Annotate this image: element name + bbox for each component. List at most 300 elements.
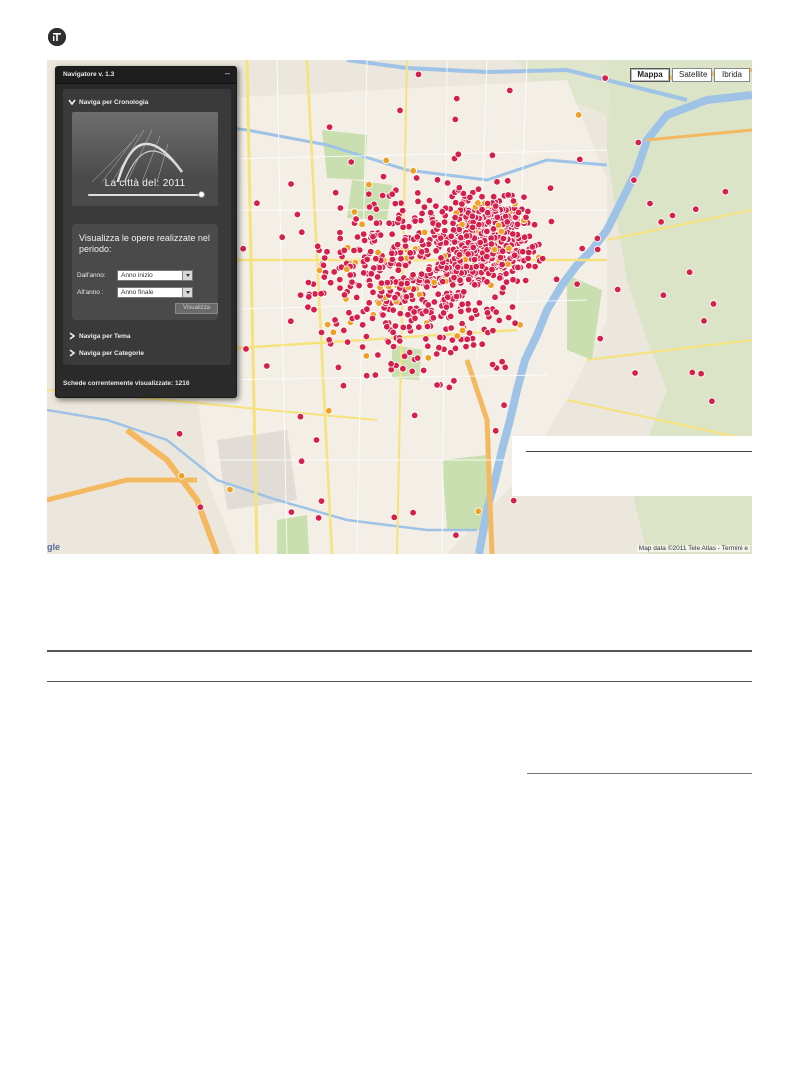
map-marker[interactable] [434,177,441,184]
map-marker[interactable] [475,508,482,515]
map-marker[interactable] [499,261,506,268]
map-marker[interactable] [346,309,353,316]
map-marker[interactable] [424,323,431,330]
map-marker[interactable] [418,249,425,256]
map-marker[interactable] [433,248,440,255]
map-marker[interactable] [521,234,528,241]
map-marker[interactable] [468,315,475,322]
map-marker[interactable] [458,308,465,315]
map-type-mappa-button[interactable]: Mappa [630,68,670,82]
map-marker[interactable] [446,384,453,391]
map-marker[interactable] [327,279,334,286]
map-marker[interactable] [412,315,419,322]
map-marker[interactable] [363,333,370,340]
map-marker[interactable] [410,168,417,175]
map-marker[interactable] [465,251,472,258]
map-marker[interactable] [438,255,445,262]
map-marker[interactable] [341,247,348,254]
map-marker[interactable] [437,334,444,341]
map-marker[interactable] [314,243,321,250]
map-marker[interactable] [178,473,185,480]
map-marker[interactable] [594,246,601,253]
map-marker[interactable] [452,214,459,221]
map-marker[interactable] [499,248,506,255]
map-marker[interactable] [504,219,511,226]
map-marker[interactable] [379,192,386,199]
map-marker[interactable] [575,112,582,119]
map-marker[interactable] [425,343,432,350]
map-marker[interactable] [373,206,380,213]
map-marker[interactable] [510,497,517,504]
map-marker[interactable] [470,244,477,251]
map-marker[interactable] [337,276,344,283]
map-marker[interactable] [431,279,438,286]
map-marker[interactable] [335,364,342,371]
map-marker[interactable] [390,343,397,350]
map-marker[interactable] [254,200,261,207]
map-marker[interactable] [515,209,522,216]
map-marker[interactable] [426,266,433,273]
map-marker[interactable] [315,515,322,522]
map-marker[interactable] [477,239,484,246]
map-marker[interactable] [418,271,425,278]
map-marker[interactable] [340,382,347,389]
map-marker[interactable] [341,292,348,299]
map-marker[interactable] [197,504,204,511]
map-marker[interactable] [414,355,421,362]
map-marker[interactable] [632,370,639,377]
map-marker[interactable] [326,408,333,415]
map-marker[interactable] [635,139,642,146]
map-marker[interactable] [701,318,708,325]
map-marker[interactable] [510,198,517,205]
map-marker[interactable] [463,233,470,240]
map-marker[interactable] [489,361,496,368]
map-marker[interactable] [321,255,328,262]
map-marker[interactable] [693,206,700,213]
map-marker[interactable] [461,289,468,296]
map-marker[interactable] [529,244,536,251]
map-marker[interactable] [402,243,409,250]
map-marker[interactable] [395,267,402,274]
map-marker[interactable] [324,248,331,255]
map-marker[interactable] [353,216,360,223]
map-marker[interactable] [321,274,328,281]
map-marker[interactable] [686,269,693,276]
map-marker[interactable] [369,315,376,322]
map-marker[interactable] [288,318,295,325]
map-marker[interactable] [364,256,371,263]
map-marker[interactable] [348,159,355,166]
map-marker[interactable] [448,233,455,240]
map-marker[interactable] [500,284,507,291]
map-marker[interactable] [359,322,366,329]
map-marker[interactable] [492,428,499,435]
map-marker[interactable] [373,255,380,262]
map-marker[interactable] [465,276,472,283]
map-marker[interactable] [366,204,373,211]
map-marker[interactable] [392,323,399,330]
map-marker[interactable] [399,207,406,214]
map-marker[interactable] [484,228,491,235]
map-marker[interactable] [423,336,430,343]
map-marker[interactable] [392,200,399,207]
map-marker[interactable] [431,299,438,306]
map-attribution[interactable]: Map data ©2011 Tele Atlas - Termini e [638,545,748,552]
map-marker[interactable] [442,227,449,234]
map-marker[interactable] [385,339,392,346]
map-marker[interactable] [373,220,380,227]
map-marker[interactable] [405,311,412,318]
map-marker[interactable] [337,285,344,292]
map-marker[interactable] [698,370,705,377]
map-marker[interactable] [389,191,396,198]
map-marker[interactable] [450,282,457,289]
map-marker[interactable] [359,344,366,351]
map-marker[interactable] [539,255,546,262]
map-marker[interactable] [658,219,665,226]
map-marker[interactable] [454,95,461,102]
map-marker[interactable] [411,309,418,316]
map-marker[interactable] [689,369,696,376]
map-marker[interactable] [410,272,417,279]
map-marker[interactable] [368,271,375,278]
map-marker[interactable] [496,317,503,324]
map-marker[interactable] [722,188,729,195]
map-marker[interactable] [332,189,339,196]
map-marker[interactable] [427,209,434,216]
map-marker[interactable] [380,173,387,180]
map-marker[interactable] [489,152,496,159]
map-marker[interactable] [344,266,351,273]
map-marker[interactable] [602,75,609,82]
map-marker[interactable] [354,234,361,241]
map-marker[interactable] [324,321,331,328]
map-marker[interactable] [318,329,325,336]
visualizza-button[interactable]: Visualizza [175,303,218,314]
map-marker[interactable] [493,309,500,316]
map-marker[interactable] [318,290,325,297]
map-type-ibrida-button[interactable]: Ibrida [714,68,750,82]
map-marker[interactable] [363,372,370,379]
map-marker[interactable] [490,327,497,334]
map-marker[interactable] [400,365,407,372]
map-marker[interactable] [484,279,491,286]
map-marker[interactable] [504,178,511,185]
map-marker[interactable] [305,304,312,311]
map-marker[interactable] [443,304,450,311]
map-marker[interactable] [526,263,533,270]
map-marker[interactable] [311,306,318,313]
map-marker[interactable] [669,212,676,219]
map-marker[interactable] [435,291,442,298]
map-view[interactable] [47,60,752,554]
map-marker[interactable] [341,327,348,334]
map-marker[interactable] [364,306,371,313]
map-marker[interactable] [515,264,522,271]
map-marker[interactable] [467,194,474,201]
year-slider-handle[interactable] [198,191,205,198]
map-marker[interactable] [499,358,506,365]
map-marker[interactable] [631,177,638,184]
map-marker[interactable] [437,235,444,242]
map-marker[interactable] [394,241,401,248]
map-marker[interactable] [389,231,396,238]
map-marker[interactable] [416,324,423,331]
map-marker[interactable] [463,343,470,350]
section-tema-toggle[interactable] [68,332,131,340]
map-marker[interactable] [466,330,473,337]
map-marker[interactable] [288,181,295,188]
map-marker[interactable] [594,235,601,242]
map-marker[interactable] [509,304,516,311]
map-marker[interactable] [279,234,286,241]
map-marker[interactable] [332,317,339,324]
map-marker[interactable] [450,227,457,234]
map-marker[interactable] [354,314,361,321]
map-marker[interactable] [388,361,395,368]
section-cronologia-toggle[interactable] [68,98,148,106]
map-marker[interactable] [356,282,363,289]
map-marker[interactable] [414,234,421,241]
map-marker[interactable] [495,222,502,229]
map-marker[interactable] [415,190,422,197]
map-marker[interactable] [510,276,517,283]
navigator-header[interactable] [56,67,236,84]
map-marker[interactable] [494,179,501,186]
map-marker[interactable] [402,262,409,269]
map-marker[interactable] [476,300,483,307]
map-marker[interactable] [240,245,247,252]
map-marker[interactable] [464,336,471,343]
map-marker[interactable] [492,203,499,210]
map-marker[interactable] [375,352,382,359]
map-marker[interactable] [471,282,478,289]
map-marker[interactable] [459,327,466,334]
map-marker[interactable] [331,269,338,276]
map-marker[interactable] [370,289,377,296]
map-marker[interactable] [531,221,538,228]
map-marker[interactable] [439,278,446,285]
map-marker[interactable] [326,337,333,344]
map-marker[interactable] [452,199,459,206]
map-marker[interactable] [500,235,507,242]
map-marker[interactable] [514,221,521,228]
map-marker[interactable] [457,277,464,284]
map-marker[interactable] [525,208,532,215]
map-marker[interactable] [306,294,313,301]
map-marker[interactable] [316,267,323,274]
map-marker[interactable] [490,193,497,200]
map-marker[interactable] [401,353,408,360]
map-marker[interactable] [390,307,397,314]
map-marker[interactable] [473,263,480,270]
map-marker[interactable] [488,241,495,248]
map-marker[interactable] [456,184,463,191]
map-marker[interactable] [378,280,385,287]
map-marker[interactable] [459,201,466,208]
dropdown-arrow-icon[interactable] [182,288,192,297]
map-marker[interactable] [511,252,518,259]
map-marker[interactable] [532,263,539,270]
map-marker[interactable] [305,279,312,286]
map-marker[interactable] [326,124,333,131]
map-marker[interactable] [475,186,482,193]
map-marker[interactable] [419,210,426,217]
map-marker[interactable] [297,292,304,299]
map-marker[interactable] [451,378,458,385]
map-marker[interactable] [479,341,486,348]
map-marker[interactable] [448,325,455,332]
map-marker[interactable] [425,302,432,309]
from-year-select[interactable] [117,270,193,281]
map-marker[interactable] [512,320,519,327]
map-marker[interactable] [400,324,407,331]
map-marker[interactable] [484,209,491,216]
map-marker[interactable] [299,229,306,236]
map-marker[interactable] [227,486,234,493]
map-marker[interactable] [360,270,367,277]
map-marker[interactable] [497,275,504,282]
map-marker[interactable] [380,312,387,319]
map-marker[interactable] [384,323,391,330]
map-marker[interactable] [391,514,398,521]
map-marker[interactable] [553,276,560,283]
map-marker[interactable] [359,221,366,228]
map-marker[interactable] [386,220,393,227]
map-marker[interactable] [506,245,513,252]
map-marker[interactable] [370,233,377,240]
map-marker[interactable] [330,329,337,336]
map-marker[interactable] [660,292,667,299]
map-marker[interactable] [297,413,304,420]
map-marker[interactable] [444,180,451,187]
map-marker[interactable] [522,277,529,284]
map-marker[interactable] [434,382,441,389]
map-marker[interactable] [415,71,422,78]
map-marker[interactable] [451,274,458,281]
map-marker[interactable] [375,249,382,256]
map-marker[interactable] [475,200,482,207]
map-marker[interactable] [415,198,422,205]
map-marker[interactable] [455,151,462,158]
map-marker[interactable] [421,229,428,236]
map-marker[interactable] [423,308,430,315]
map-marker[interactable] [412,218,419,225]
map-marker[interactable] [709,398,716,405]
map-marker[interactable] [243,346,250,353]
map-marker[interactable] [389,256,396,263]
map-marker[interactable] [367,248,374,255]
map-marker[interactable] [363,353,370,360]
map-marker[interactable] [501,402,508,409]
map-marker[interactable] [710,301,717,308]
map-marker[interactable] [455,264,462,271]
map-marker[interactable] [510,231,517,238]
map-marker[interactable] [389,250,396,257]
map-marker[interactable] [614,286,621,293]
map-marker[interactable] [484,200,491,207]
map-marker[interactable] [472,307,479,314]
map-marker[interactable] [361,237,368,244]
map-marker[interactable] [574,281,581,288]
map-marker[interactable] [400,224,407,231]
map-marker[interactable] [407,250,414,257]
map-marker[interactable] [366,181,373,188]
map-marker[interactable] [459,301,466,308]
map-marker[interactable] [402,237,409,244]
map-marker[interactable] [376,300,383,307]
map-marker[interactable] [479,193,486,200]
map-marker[interactable] [454,333,461,340]
map-marker[interactable] [445,294,452,301]
map-marker[interactable] [426,197,433,204]
to-year-select[interactable] [117,287,193,298]
map-marker[interactable] [520,248,527,255]
map-marker[interactable] [395,216,402,223]
map-marker[interactable] [505,192,512,199]
map-marker[interactable] [353,294,360,301]
map-marker[interactable] [403,294,410,301]
map-marker[interactable] [435,222,442,229]
map-marker[interactable] [337,205,344,212]
map-marker[interactable] [433,203,440,210]
map-marker[interactable] [421,204,428,211]
map-marker[interactable] [366,191,373,198]
map-marker[interactable] [360,231,367,238]
map-marker[interactable] [411,412,418,419]
map-marker[interactable] [410,509,417,516]
map-marker[interactable] [505,314,512,321]
map-marker[interactable] [441,219,448,226]
map-marker[interactable] [392,294,399,301]
map-marker[interactable] [397,310,404,317]
map-marker[interactable] [349,279,356,286]
map-marker[interactable] [453,293,460,300]
map-marker[interactable] [492,294,499,301]
dropdown-arrow-icon[interactable] [182,271,192,280]
map-marker[interactable] [397,338,404,345]
map-marker[interactable] [447,313,454,320]
map-marker[interactable] [397,107,404,114]
map-marker[interactable] [484,253,491,260]
minimize-button[interactable]: – [224,68,230,78]
map-marker[interactable] [463,263,470,270]
map-marker[interactable] [498,228,505,235]
map-marker[interactable] [351,247,358,254]
map-marker[interactable] [485,219,492,226]
map-marker[interactable] [424,284,431,291]
map-marker[interactable] [425,355,432,362]
map-marker[interactable] [439,209,446,216]
map-marker[interactable] [507,87,514,94]
map-marker[interactable] [470,342,477,349]
year-slider[interactable] [88,194,202,196]
map-marker[interactable] [344,339,351,346]
map-marker[interactable] [577,156,584,163]
map-marker[interactable] [469,213,476,220]
map-marker[interactable] [469,224,476,231]
map-marker[interactable] [497,254,504,261]
map-marker[interactable] [367,282,374,289]
map-marker[interactable] [366,300,373,307]
map-marker[interactable] [367,215,374,222]
map-marker[interactable] [484,310,491,317]
map-marker[interactable] [298,458,305,465]
map-marker[interactable] [521,194,528,201]
map-marker[interactable] [318,498,325,505]
map-marker[interactable] [409,368,416,375]
